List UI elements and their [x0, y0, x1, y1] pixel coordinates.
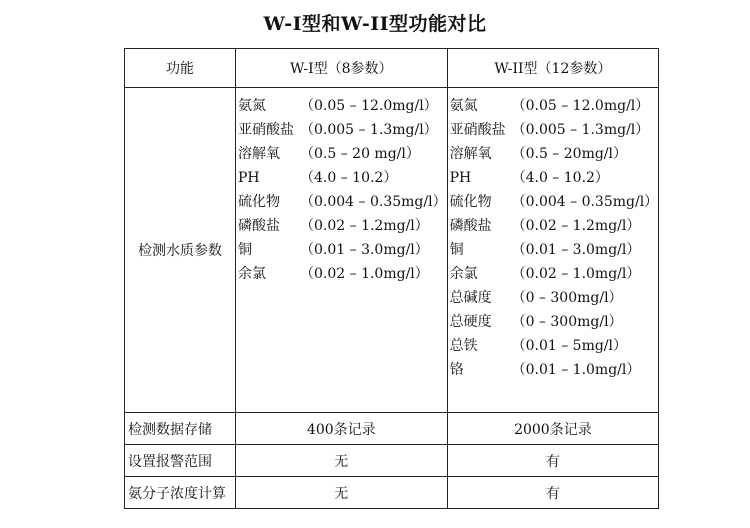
parameter-range: （0.005 – 1.3mg/l）: [300, 122, 438, 138]
parameter-name: 硫化物: [449, 194, 492, 210]
parameter-name: 铬: [449, 362, 464, 378]
table-header-row: [125, 49, 659, 88]
parameter-name: 氨氮: [449, 98, 478, 114]
parameter-item: [448, 190, 659, 214]
parameter-name: PH: [449, 170, 472, 186]
table-row: [125, 445, 659, 477]
parameter-range: （4.0 – 10.2）: [300, 170, 398, 186]
parameter-item: [236, 118, 447, 142]
parameter-name: 总硬度: [449, 314, 492, 330]
parameter-range: （0.01 – 3.0mg/l）: [300, 242, 429, 258]
parameter-name: 铜: [449, 242, 464, 258]
comparison-table: [124, 48, 659, 509]
w2-parameter-list: [447, 88, 659, 413]
parameter-name: 铜: [238, 242, 252, 258]
parameter-range: （0.005 – 1.3mg/l）: [511, 122, 650, 138]
parameter-item: [448, 166, 659, 190]
parameter-item: [236, 214, 447, 238]
parameter-range: （0 – 300mg/l）: [511, 290, 623, 306]
parameter-item: [448, 142, 659, 166]
parameter-name: PH: [238, 170, 260, 186]
parameter-item: [448, 334, 659, 358]
parameter-item: [236, 166, 447, 190]
parameter-range: （0.5 – 20mg/l）: [511, 146, 628, 162]
parameter-name: 余氯: [449, 266, 478, 282]
parameter-name: 硫化物: [238, 194, 280, 210]
parameter-item: [448, 118, 659, 142]
parameter-range: （0.05 – 12.0mg/l）: [300, 98, 438, 114]
row-label: 设置报警范围: [125, 445, 236, 477]
w1-value: 400条记录: [236, 413, 448, 445]
parameter-range: （0.01 – 1.0mg/l）: [511, 362, 641, 378]
parameter-range: （0.02 – 1.2mg/l）: [300, 218, 429, 234]
header-function: 功能: [125, 49, 236, 88]
parameter-name: 亚硝酸盐: [449, 122, 506, 138]
parameter-range: （0 – 300mg/l）: [511, 314, 623, 330]
parameter-range: （0.05 – 12.0mg/l）: [511, 98, 650, 114]
parameter-range: （0.02 – 1.0mg/l）: [300, 266, 429, 282]
header-w2: W-II型（12参数）: [447, 49, 659, 88]
w1-value: 无: [236, 477, 448, 509]
parameter-item: [236, 190, 447, 214]
parameter-name: 总铁: [449, 338, 478, 354]
parameter-range: （0.01 – 3.0mg/l）: [511, 242, 641, 258]
parameter-range: （0.02 – 1.0mg/l）: [511, 266, 641, 282]
parameter-range: （0.004 – 0.35mg/l）: [511, 194, 659, 210]
row-label: 氨分子浓度计算: [125, 477, 236, 509]
parameter-name: 溶解氧: [238, 146, 280, 162]
parameter-item: [236, 238, 447, 262]
parameter-item: [236, 262, 447, 286]
parameter-range: （0.004 – 0.35mg/l）: [300, 194, 447, 210]
table-row: [125, 413, 659, 445]
w2-value: 2000条记录: [447, 413, 659, 445]
table-row: [125, 477, 659, 509]
parameters-label: 检测水质参数: [125, 88, 236, 413]
parameter-item: [448, 94, 659, 118]
parameter-name: 磷酸盐: [449, 218, 492, 234]
parameter-name: 亚硝酸盐: [238, 122, 294, 138]
parameter-range: （0.02 – 1.2mg/l）: [511, 218, 641, 234]
w2-value: 有: [447, 477, 659, 509]
parameter-range: （0.5 – 20 mg/l）: [300, 146, 420, 162]
parameter-range: （0.01 – 5mg/l）: [511, 338, 628, 354]
w2-value: 有: [447, 445, 659, 477]
w1-value: 无: [236, 445, 448, 477]
parameter-item: [448, 238, 659, 262]
parameter-item: [448, 310, 659, 334]
parameter-item: [448, 358, 659, 382]
parameters-row: [125, 88, 659, 413]
parameter-item: [236, 94, 447, 118]
parameter-name: 溶解氧: [449, 146, 492, 162]
parameter-item: [448, 286, 659, 310]
parameter-name: 磷酸盐: [238, 218, 280, 234]
header-w1: W-I型（8参数）: [236, 49, 448, 88]
parameter-name: 余氯: [238, 266, 266, 282]
parameter-item: [448, 262, 659, 286]
parameter-name: 总碱度: [449, 290, 492, 306]
parameter-name: 氨氮: [238, 98, 266, 114]
w1-parameter-list: [236, 88, 448, 413]
parameter-item: [448, 214, 659, 238]
page-title: W-I型和W-II型功能对比: [263, 13, 487, 35]
row-label: 检测数据存储: [125, 413, 236, 445]
parameter-range: （4.0 – 10.2）: [511, 170, 609, 186]
parameter-item: [236, 142, 447, 166]
